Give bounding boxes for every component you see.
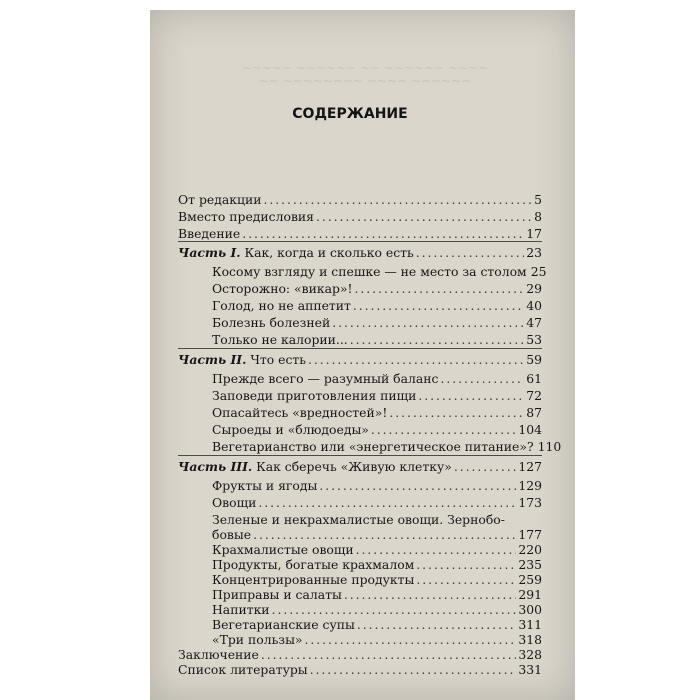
toc-part-heading (178, 245, 542, 261)
dot-leader (354, 281, 524, 296)
toc-entry (212, 371, 542, 387)
toc-entry-label: Вегетарианство или «энергетическое питание»? (212, 439, 534, 454)
toc-page-number: 291 (518, 587, 542, 602)
toc-entry-label: От редакции (178, 192, 262, 207)
dot-leader (356, 542, 517, 557)
dot-leader (418, 388, 524, 403)
toc-entry-label: Концентрированные продукты (212, 572, 415, 587)
toc-entry (212, 527, 542, 543)
part-number: Часть II. (178, 352, 247, 367)
toc-entry (178, 662, 542, 678)
toc-entry-label: Напитки (212, 602, 270, 617)
dot-leader (344, 587, 516, 602)
dot-leader (319, 478, 516, 493)
toc-page-number: 110 (537, 439, 562, 454)
toc-entry-label (178, 245, 414, 260)
part-title: Как, когда и сколько есть (240, 245, 414, 260)
dot-leader (416, 572, 516, 587)
toc-entry-label (178, 352, 306, 367)
toc-part-heading (178, 352, 542, 368)
dot-leader (440, 371, 524, 386)
dot-leader (316, 209, 532, 224)
dot-leader (332, 315, 524, 330)
toc-page-number: 220 (518, 542, 542, 557)
toc-page-number: 25 (530, 264, 547, 279)
toc-entry-label: Продукты, богатые крахмалом (212, 557, 415, 572)
toc-page-number: 259 (518, 572, 542, 587)
dot-leader (305, 632, 517, 647)
toc-entry-label: Заключение (178, 647, 259, 662)
toc-entry (212, 264, 545, 280)
part-title: Как сберечь «Живую клетку» (252, 459, 452, 474)
toc-entry (212, 587, 542, 603)
toc-entry-label: Косому взгляду и спешке — не место за столом (212, 264, 527, 279)
dot-leader (258, 495, 516, 510)
toc-entry (212, 632, 542, 648)
toc-entry (178, 647, 542, 663)
toc-entry (212, 388, 542, 404)
dot-leader (242, 226, 524, 241)
toc-page-number: 173 (518, 495, 542, 510)
toc-entry (178, 209, 542, 225)
toc-entry (212, 298, 542, 314)
section-rule (178, 455, 542, 456)
toc-page-number: 311 (518, 617, 542, 632)
toc-entry-label: бовые (212, 527, 252, 542)
toc-entry (212, 422, 542, 438)
dot-leader (310, 662, 517, 677)
toc-entry-label: Сыроеды и «блюдоеды» (212, 422, 369, 437)
toc-entry (212, 542, 542, 558)
dot-leader (389, 405, 524, 420)
toc-page-number: 8 (534, 209, 542, 224)
toc-entry-label: Вместо предисловия (178, 209, 315, 224)
dot-leader (263, 192, 532, 207)
toc-entry (178, 192, 542, 208)
toc-entry-label: Болезнь болезней (212, 315, 331, 330)
part-title: Что есть (246, 352, 307, 367)
toc-entry (212, 602, 542, 618)
toc-entry-label: Голод, но не аппетит (212, 298, 351, 313)
toc-page-number: 331 (518, 662, 542, 677)
dot-leader (357, 617, 516, 632)
toc-entry-label (178, 459, 452, 474)
toc-page-number: 23 (526, 245, 542, 260)
toc-page-number: 59 (526, 352, 542, 367)
toc-entry-label: Крахмалистые овощи (212, 542, 354, 557)
dot-leader (454, 459, 517, 474)
toc-entry-label: Зеленые и некрахмалистые овощи. Зернобо- (212, 512, 505, 527)
toc-entry-label: Приправы и салаты (212, 587, 342, 602)
toc-page-number: 5 (534, 192, 542, 207)
toc-entry-label: Опасайтесь «вредностей»! (212, 405, 388, 420)
toc-entry (212, 495, 542, 511)
toc-page-number: 318 (518, 632, 542, 647)
toc-entry-label: Введение (178, 226, 241, 241)
toc-entry-label: Только не калории... (212, 332, 348, 347)
toc-entry-label: Осторожно: «викар»! (212, 281, 353, 296)
dot-leader (261, 647, 516, 662)
toc-entry (212, 557, 542, 573)
dot-leader (371, 422, 516, 437)
toc-entry (212, 478, 542, 494)
toc-entry-label: Вегетарианские супы (212, 617, 355, 632)
toc-entry-label: Фрукты и ягоды (212, 478, 318, 493)
toc-page-number: 104 (518, 422, 542, 437)
toc-entry (212, 617, 542, 633)
part-number: Часть I. (178, 245, 241, 260)
toc-entry (212, 512, 542, 528)
toc-entry-label: «Три пользы» (212, 632, 303, 647)
toc-page-number: 129 (518, 478, 542, 493)
toc-entry (212, 405, 542, 421)
dot-leader (272, 602, 517, 617)
toc-entry (212, 281, 542, 297)
dot-leader (350, 332, 524, 347)
part-number: Часть III. (178, 459, 253, 474)
dot-leader (253, 527, 516, 542)
toc-page-number: 29 (526, 281, 542, 296)
dot-leader (308, 352, 524, 367)
toc-page-number: 328 (518, 647, 542, 662)
toc-page-number: 127 (518, 459, 542, 474)
toc-page-number: 72 (526, 388, 542, 403)
toc-page-number: 300 (518, 602, 542, 617)
toc-entry (212, 572, 542, 588)
toc-entry (212, 439, 562, 455)
toc-entry (178, 226, 542, 242)
toc-page-number: 53 (526, 332, 542, 347)
toc-page-number: 87 (526, 405, 542, 420)
toc-part-heading (178, 459, 542, 475)
toc-page-number: 40 (526, 298, 542, 313)
toc-entry-label: Список литературы (178, 662, 308, 677)
section-rule (178, 348, 542, 349)
toc-entry (212, 332, 542, 348)
toc-page-number: 177 (518, 527, 542, 542)
toc-entry-label: Овощи (212, 495, 257, 510)
show-through-text: ~~~~~ ~~~~~~ ~~ ~~~~~~ ~~~~ ~~ ~~~~~~~~ ~~~~ ~~~~~~ (241, 61, 489, 88)
toc-page-number: 235 (518, 557, 542, 572)
toc-page-number: 47 (526, 315, 542, 330)
toc-page-number: 17 (526, 226, 542, 241)
toc-page-number: 61 (526, 371, 542, 386)
page-title: СОДЕРЖАНИЕ (292, 106, 408, 122)
toc-entry-label: Заповеди приготовления пищи (212, 388, 417, 403)
toc-entry (212, 315, 542, 331)
toc-entry-label: Прежде всего — разумный баланс (212, 371, 439, 386)
section-rule (178, 241, 542, 242)
dot-leader (416, 245, 524, 260)
dot-leader (416, 557, 516, 572)
dot-leader (353, 298, 524, 313)
